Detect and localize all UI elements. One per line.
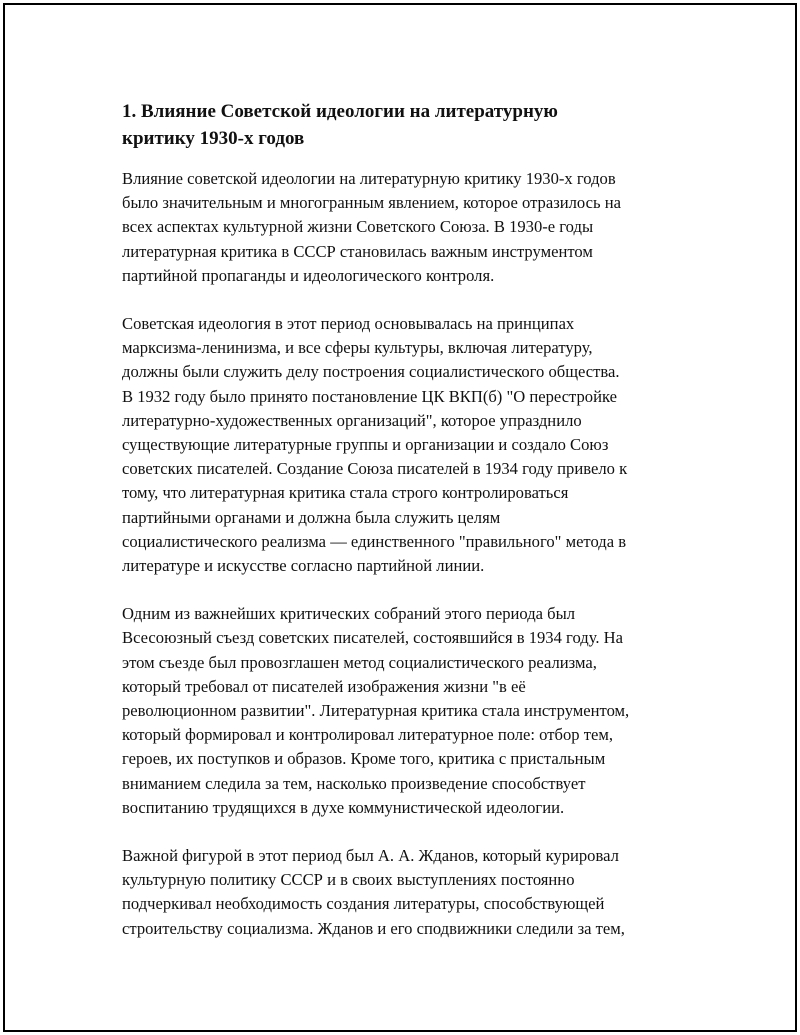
text-line: литературная критика в СССР становилась важным инструментом — [122, 241, 593, 261]
text-line: партийными органами и должна была служить целям — [122, 507, 501, 527]
text-line: подчеркивал необходимость создания литературы, способствующей — [122, 894, 605, 914]
document-content — [122, 98, 702, 965]
text-line: существующие литературные группы и организации и создало Союз — [122, 435, 609, 455]
text-line: марксизма-ленинизма, и все сферы культуры, включая литературу, — [122, 338, 593, 358]
text-line: всех аспектах культурной жизни Советского Союза. В 1930-е годы — [122, 217, 594, 237]
text-line: вниманием следила за тем, насколько произведение способствует — [122, 773, 586, 793]
text-line: тому, что литературная критика стала строго контролироваться — [122, 483, 569, 503]
text-line: воспитанию трудящихся в духе коммунистической идеологии. — [122, 797, 565, 817]
text-line: должны были служить делу построения социалистического общества. — [122, 362, 620, 382]
title-line: критику 1930-х годов — [122, 128, 305, 149]
text-line: социалистического реализма — единственного "правильного" метода в — [122, 531, 627, 551]
text-line: революционном развитии". Литературная критика стала инструментом, — [122, 701, 630, 721]
text-line: Одним из важнейших критических собраний этого периода был — [122, 604, 576, 624]
text-line: В 1932 году было принято постановление ЦК ВКП(б) "О перестройке — [122, 386, 618, 406]
title-line: 1. Влияние Советской идеологии на литературную — [122, 101, 558, 122]
text-line: литературе и искусстве согласно партийной линии. — [122, 556, 485, 576]
text-line: советских писателей. Создание Союза писателей в 1934 году привело к — [122, 459, 628, 479]
text-line: который требовал от писателей изображения жизни "в её — [122, 676, 526, 696]
page-border — [3, 3, 797, 1032]
text-line: культурную политику СССР и в своих выступлениях постоянно — [122, 870, 575, 890]
text-line: Важной фигурой в этот период был А. А. Жданов, который курировал — [122, 846, 619, 866]
text-line: строительству социализма. Жданов и его сподвижники следили за тем, — [122, 918, 625, 938]
paragraph-2 — [122, 312, 702, 578]
text-line: было значительным и многогранным явлением, которое отразилось на — [122, 193, 621, 213]
text-line: партийной пропаганды и идеологического контроля. — [122, 265, 495, 285]
text-line: этом съезде был провозглашен метод социалистического реализма, — [122, 652, 597, 672]
text-line: литературно-художественных организаций", которое упразднило — [122, 410, 582, 430]
paragraph-3 — [122, 602, 702, 820]
text-line: который формировал и контролировал литературное поле: отбор тем, — [122, 725, 613, 745]
paragraph-4 — [122, 844, 702, 941]
text-line: героев, их поступков и образов. Кроме того, критика с пристальным — [122, 749, 606, 769]
text-line: Влияние советской идеологии на литературную критику 1930-х годов — [122, 169, 616, 188]
document-title — [122, 98, 702, 152]
text-line: Советская идеология в этот период основывалась на принципах — [122, 314, 575, 334]
paragraph-1 — [122, 167, 702, 288]
text-line: Всесоюзный съезд советских писателей, состоявшийся в 1934 году. На — [122, 628, 623, 648]
